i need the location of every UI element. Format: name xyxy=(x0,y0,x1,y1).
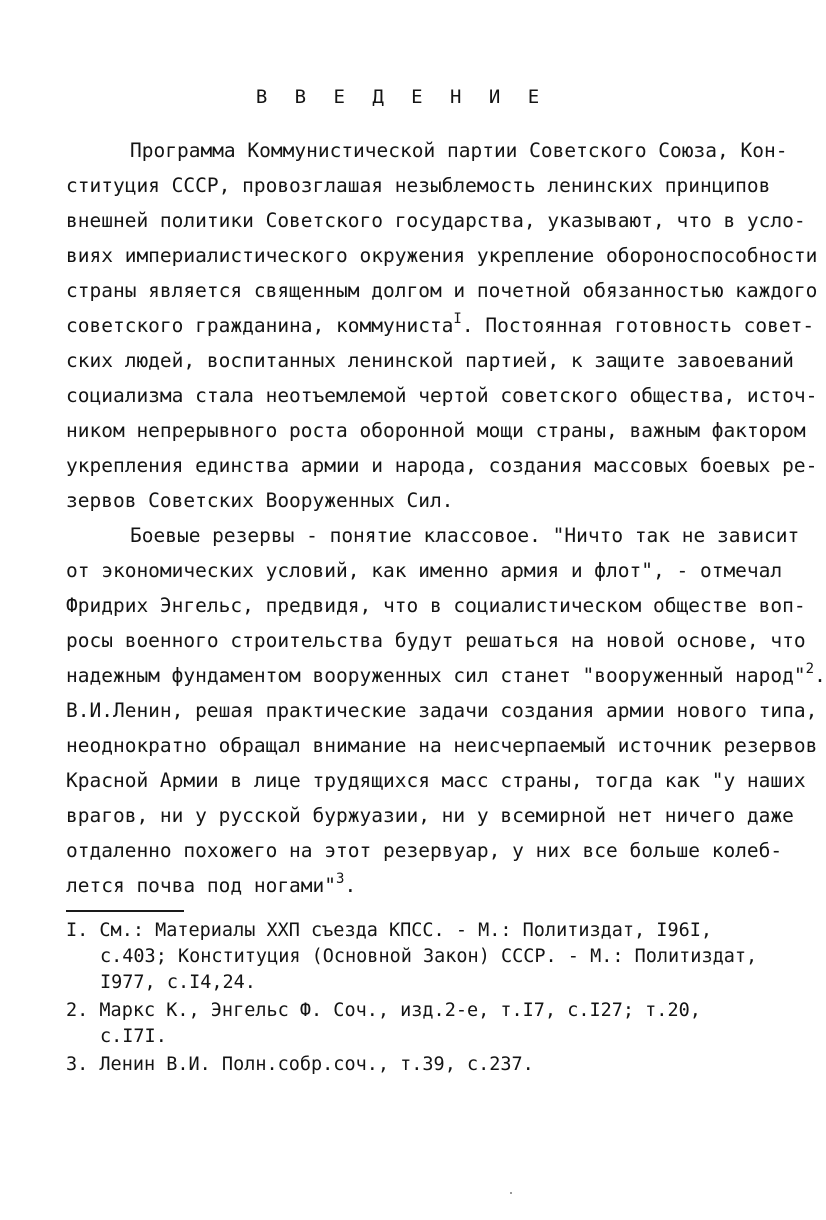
body-line: Боевые резервы - понятие классовое. "Ничто так не зависит xyxy=(130,524,800,547)
body-line: социализма стала неотъемлемой чертой советского общества, источ- xyxy=(66,384,818,407)
footnote-2: 2. Маркс К., Энгельс Ф. Соч., изд.2-е, т.I7, с.I27; т.20, xyxy=(66,1000,701,1021)
body-line-with-ref xyxy=(66,661,826,689)
body-line: от экономических условий, как именно армия и флот", - отмечал xyxy=(66,559,783,582)
body-line: отдаленно похожего на этот резервуар, у них все больше колеб- xyxy=(66,839,783,862)
body-line: зервов Советских Вооруженных Сил. xyxy=(66,489,454,512)
body-line: Красной Армии в лице трудящихся масс страны, тогда как "у наших xyxy=(66,769,806,792)
body-text: советского гражданина, коммуниста xyxy=(66,314,454,337)
body-line-with-ref xyxy=(66,311,815,339)
body-text: надежным фундаментом вооруженных сил станет "вооруженный народ" xyxy=(66,664,806,687)
footnote-1-continuation: с.403; Конституция (Основной Закон) СССР. - М.: Политиздат, xyxy=(100,946,758,967)
body-line: страны является священным долгом и почетной обязанностью каждого xyxy=(66,279,818,302)
footnote-3: 3. Ленин В.И. Полн.собр.соч., т.39, с.237. xyxy=(66,1054,534,1075)
footnote-1-continuation: I977, с.I4,24. xyxy=(100,972,256,993)
body-text: лется почва под ногами" xyxy=(66,874,337,897)
body-text: . xyxy=(814,664,826,687)
body-line: ских людей, воспитанных ленинской партией, к защите завоеваний xyxy=(66,349,794,372)
footnote-ref: 3 xyxy=(336,871,345,887)
footnote-2-continuation: с.I7I. xyxy=(100,1026,167,1047)
body-line: врагов, ни у русской буржуазии, ни у всемирной нет ничего даже xyxy=(66,804,794,827)
body-line: росы военного строительства будут решаться на новой основе, что xyxy=(66,629,806,652)
body-line: ником непрерывного роста оборонной мощи страны, важным фактором xyxy=(66,419,806,442)
footnote-ref: I xyxy=(453,311,462,327)
scan-speck xyxy=(510,1192,512,1194)
body-line: неоднократно обращал внимание на неисчерпаемый источник резервов xyxy=(66,734,818,757)
page-title: В В Е Д Е Н И Е xyxy=(255,86,548,108)
footnote-separator xyxy=(66,910,184,912)
body-line: ституция СССР, провозглашая незыблемость ленинских принципов xyxy=(66,174,771,197)
body-line: виях империалистического окружения укрепление обороноспособности xyxy=(66,244,818,267)
body-line: В.И.Ленин, решая практические задачи создания армии нового типа, xyxy=(66,699,818,722)
footnote-1: I. См.: Материалы ХХП съезда КПСС. - М.: Политиздат, I96I, xyxy=(66,920,713,941)
body-line: внешней политики Советского государства, указывают, что в усло- xyxy=(66,209,806,232)
footnote-ref: 2 xyxy=(805,661,815,677)
body-text: . Постоянная готовность совет- xyxy=(461,314,815,337)
body-line: Программа Коммунистической партии Советского Союза, Кон- xyxy=(130,139,788,162)
body-line-with-ref xyxy=(66,873,750,899)
body-line: Фридрих Энгельс, предвидя, что в социалистическом обществе воп- xyxy=(66,594,806,617)
body-text: . xyxy=(344,874,357,897)
body-line: укрепления единства армии и народа, создания массовых боевых ре- xyxy=(66,454,818,477)
